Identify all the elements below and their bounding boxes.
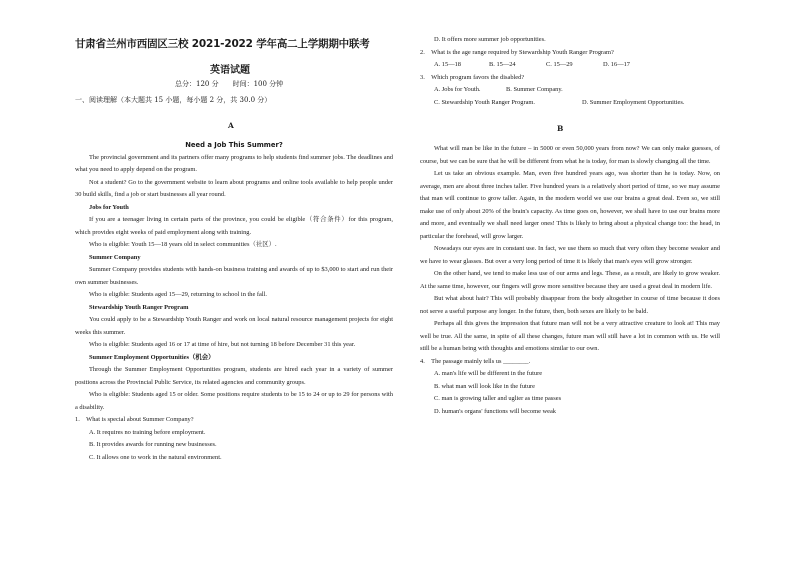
question-3-option-a: A. Jobs for Youth. <box>434 86 481 93</box>
question-4-option-d: D. human's organs' functions will become weak <box>434 407 556 415</box>
question-4-option-a: A. man's life will be different in the future <box>434 370 543 377</box>
question-1: 1. What is special about Summer Company? <box>75 416 194 423</box>
passage-b-p2: Let us take an obvious example. Man, even five hundred years ago, was shorter than he is today. Now, on average, men are about three inches taller. Five hundred years is a relatively short period of time, so we may assume that man will continue to grow taller. Again, in the modern world we use our brains a great deal. Even so, we still make use of only about 20% of the brain's capacity. As time goes on, however, we shall have to use our brains more and more, and eventually we shall need larger ones! This is likely to bring about a physical change too: the head, in particular the forehead, will grow larger. <box>420 170 720 240</box>
summer-company-text: Summer Company provides students with hands-on business training and awards of up to $3,000 to start and run their own summer businesses. <box>75 266 393 286</box>
ranger-program-title: Stewardship Youth Ranger Program <box>89 303 189 311</box>
passage-b-p1: What will man be like in the future – in 5000 or even 50,000 years from now? We can only make guesses, of course, but we can be sure that he will be different from what he is today, for man is slowly changing all the time. <box>420 145 720 165</box>
passage-a-label: A <box>228 121 234 130</box>
question-4-option-c: C. man is growing taller and uglier as time passes <box>434 395 562 402</box>
sep-eligible: Who is eligible: Students aged 15 or older. Some positions require students to be 15 to 24 or up to 29 for persons with a disability. <box>75 391 393 411</box>
question-1-option-b: B. It provides awards for running new businesses. <box>89 441 217 448</box>
question-2-option-c: C. 15—29 <box>546 61 573 68</box>
question-2: 2. What is the age range required by Stewardship Youth Ranger Program? <box>420 48 614 56</box>
exam-subtitle: 英语试题 <box>210 65 250 76</box>
jobs-for-youth-text: If you are a teenager living in certain parts of the province, you could be eligible（符合条件）for this program, which provides eight weeks of paid employment along with training. <box>75 216 393 236</box>
passage-a-heading: Need a Job This Summer? <box>185 141 283 149</box>
question-3-options-cd <box>420 97 720 110</box>
passage-b-p3: Nowadays our eyes are in constant use. In fact, we use them so much that very often they become weaker and we have to wear glasses. But over a very long period of time it is likely that man's eyes will grow stronger. <box>420 245 720 265</box>
ranger-program-text: You could apply to be a Stewardship Youth Ranger and work on local natural resource management projects for eight weeks this summer. <box>75 316 393 336</box>
sep-text: Through the Summer Employment Opportunities program, students are hired each year in a variety of summer positions across the Provincial Public Service, its related agencies and community groups. <box>75 366 393 386</box>
passage-b <box>420 143 720 418</box>
question-3-option-d: D. Summer Employment Opportunities. <box>582 98 685 106</box>
question-3: 3. Which program favors the disabled? <box>420 73 525 81</box>
question-1-option-a: A. It requires no training before employment. <box>89 428 206 436</box>
passage-b-p4: On the other hand, we tend to make less use of our arms and legs. These, as a result, are likely to grow weaker. At the same time, however, our fingers will grow more sensitive because they are used a great deal in modern life. <box>420 270 720 290</box>
question-4: 4. The passage mainly tells us ________. <box>420 357 531 365</box>
exam-meta: 总分：120 分 时间：100 分钟 <box>175 80 284 88</box>
summer-company-eligible: Who is eligible: Students aged 15—29, returning to school in the fall. <box>89 291 268 298</box>
question-3-options-ab <box>420 84 720 97</box>
question-4-option-b: B. what man will look like in the future <box>434 382 535 390</box>
passage-b-p6: Perhaps all this gives the impression that future man will not be a very attractive creature to look at! This may well be true. All the same, in spite of all these changes, future man will still have a lot in common with us. He will still be a human being with thoughts and emotions similar to our own. <box>420 320 720 352</box>
passage-a-intro1: The provincial government and its partners offer many programs to help students find summer jobs. The deadlines and what you need to apply depend on the program. <box>75 153 393 173</box>
question-2-option-d: D. 16—17 <box>603 61 630 68</box>
jobs-for-youth-eligible: Who is eligible: Youth 15—18 years old in select communities（社区）. <box>89 241 277 248</box>
passage-b-p5: But what about hair? This will probably disappear from the body altogether in course of time because it does not serve a useful purpose any longer. In the future, then, both sexes are likely to be bald. <box>420 295 720 315</box>
passage-b-label: B <box>557 124 564 133</box>
question-1-option-c: C. It allows one to work in the natural environment. <box>89 453 222 461</box>
passage-a <box>75 139 393 464</box>
question-3-option-b: B. Summer Company. <box>506 86 563 93</box>
question-2-options <box>420 59 720 72</box>
right-column-questions <box>420 34 720 109</box>
sep-title: Summer Employment Opportunities（机会） <box>89 353 215 361</box>
summer-company-title: Summer Company <box>89 253 141 261</box>
question-2-option-a: A. 15—18 <box>434 61 461 68</box>
jobs-for-youth-title: Jobs for Youth <box>89 203 129 211</box>
passage-a-intro2: Not a student? Go to the government website to learn about programs and online tools available to help people under 30 build skills, find a job or start businesses all year round. <box>75 178 393 198</box>
question-1-option-d: D. It offers more summer job opportunities. <box>434 36 546 43</box>
question-3-option-c: C. Stewardship Youth Ranger Program. <box>434 98 536 106</box>
ranger-program-eligible: Who is eligible: Students aged 16 or 17 at time of hire, but not turning 18 before December 31 this year. <box>89 341 356 348</box>
exam-title: 甘肃省兰州市西固区三校 2021-2022 学年高二上学期期中联考 <box>75 38 370 50</box>
question-2-option-b: B. 15—24 <box>489 61 516 68</box>
section-heading: 一、阅读理解（本大题共 15 小题，每小题 2 分，共 30.0 分） <box>75 96 272 104</box>
